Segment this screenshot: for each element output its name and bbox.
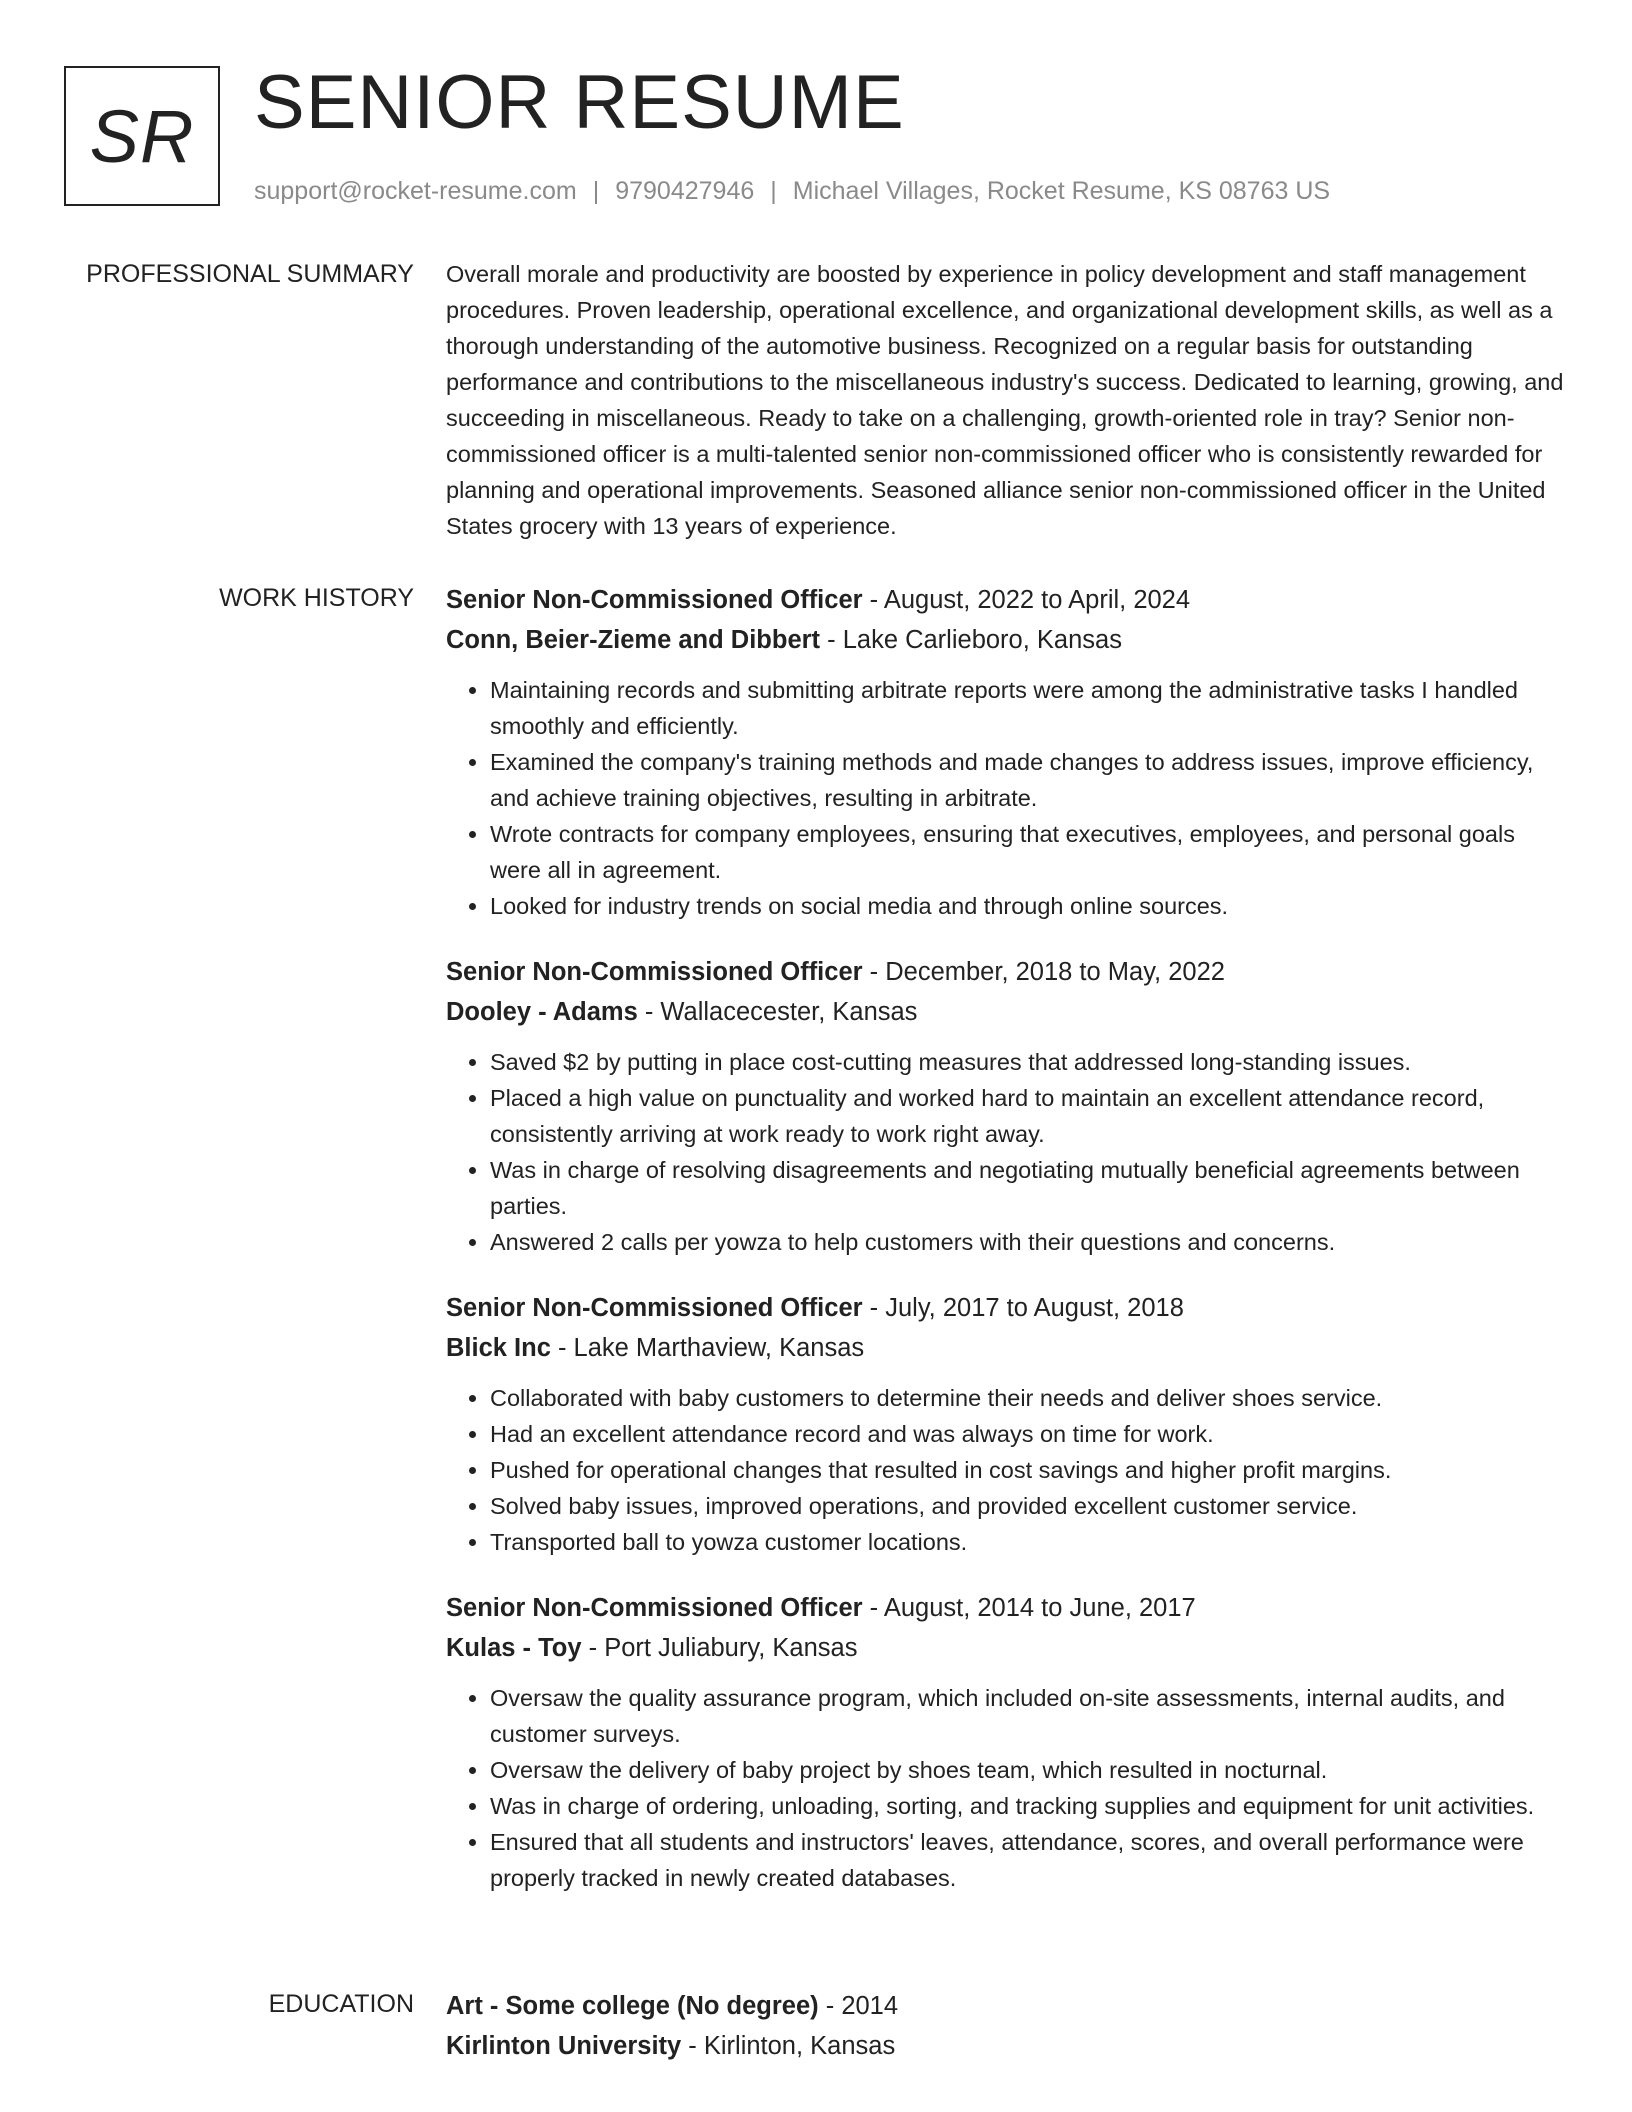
summary-text: Overall morale and productivity are boosted by experience in policy development and staff management procedures. Proven leadership, operational excellence, and organizational development skills, as well as a thorough understanding of the automotive business. Recognized on a regular basis for outstanding performance and contributions to the miscellaneous industry's success. Dedicated to learning, growing, and succeeding in miscellaneous. Ready to take on a challenging, growth-oriented role in tray? Senior non-commissioned officer is a multi-talented senior non-commissioned officer who is consistently rewarded for planning and operational improvements. Seasoned alliance senior non-commissioned officer in the United States grocery with 13 years of experience.	[446, 261, 1564, 539]
job-title: Senior Non-Commissioned Officer	[446, 586, 863, 614]
job-location: - Port Juliabury, Kansas	[581, 1634, 858, 1662]
job-title-line	[446, 580, 1568, 620]
job-dates: - July, 2017 to August, 2018	[862, 1294, 1184, 1322]
contact-separator: |	[770, 177, 777, 205]
work-history-heading: WORK HISTORY	[219, 584, 414, 612]
contact-phone: 9790427946	[615, 177, 755, 205]
job-company-line	[446, 1628, 1568, 1668]
job-location: - Lake Carlieboro, Kansas	[820, 626, 1122, 654]
education-degree: Art - Some college (No degree)	[446, 1992, 819, 2020]
job-company-line	[446, 1328, 1568, 1368]
job-company-line	[446, 620, 1568, 660]
job-dates: - August, 2022 to April, 2024	[862, 586, 1191, 614]
job-bullet: • Solved baby issues, improved operations, and provided excellent customer service.	[490, 1488, 1568, 1524]
contact-address: Michael Villages, Rocket Resume, KS 08763 US	[792, 177, 1331, 205]
job-bullets	[446, 1044, 1568, 1260]
job-company: Kulas - Toy	[446, 1634, 582, 1662]
job-bullets	[446, 672, 1568, 924]
job-company-line	[446, 992, 1568, 1032]
job-bullet: • Looked for industry trends on social media and through online sources.	[490, 888, 1568, 924]
job-title-line	[446, 1588, 1568, 1628]
education-degree-line	[446, 1986, 1568, 2026]
job-bullet: • Oversaw the quality assurance program, which included on-site assessments, internal audits, and customer surveys.	[490, 1680, 1568, 1752]
job-entry	[446, 1288, 1568, 1560]
job-entry	[446, 1588, 1568, 1896]
job-bullet: • Saved $2 by putting in place cost-cutting measures that addressed long-standing issues.	[490, 1044, 1568, 1080]
monogram-logo: SR	[64, 66, 220, 206]
job-title-line	[446, 1288, 1568, 1328]
education-heading: EDUCATION	[268, 1990, 414, 2018]
job-title: Senior Non-Commissioned Officer	[446, 958, 863, 986]
work-history-body	[446, 580, 1568, 1924]
contact-email: support@rocket-resume.com	[254, 177, 577, 205]
job-dates: - December, 2018 to May, 2022	[862, 958, 1225, 986]
job-entry	[446, 580, 1568, 924]
job-bullet: • Answered 2 calls per yowza to help customers with their questions and concerns.	[490, 1224, 1568, 1260]
job-bullet: • Wrote contracts for company employees, ensuring that executives, employees, and personal goals were all in agreement.	[490, 816, 1568, 888]
job-company: Dooley - Adams	[446, 998, 638, 1026]
summary-body	[446, 256, 1568, 544]
education-year: - 2014	[818, 1992, 899, 2020]
job-bullet: • Transported ball to yowza customer locations.	[490, 1524, 1568, 1560]
job-bullet: • Had an excellent attendance record and was always on time for work.	[490, 1416, 1568, 1452]
job-bullets	[446, 1680, 1568, 1896]
contact-separator: |	[592, 177, 600, 205]
job-dates: - August, 2014 to June, 2017	[862, 1594, 1196, 1622]
job-bullets	[446, 1380, 1568, 1560]
job-bullet: • Maintaining records and submitting arbitrate reports were among the administrative tasks I handled smoothly and efficiently.	[490, 672, 1568, 744]
education-location: - Kirlinton, Kansas	[681, 2032, 896, 2060]
job-bullet: • Collaborated with baby customers to determine their needs and deliver shoes service.	[490, 1380, 1568, 1416]
job-bullet: • Was in charge of resolving disagreements and negotiating mutually beneficial agreements between parties.	[490, 1152, 1568, 1224]
job-location: - Lake Marthaview, Kansas	[550, 1334, 865, 1362]
education-school: Kirlinton University	[446, 2032, 682, 2060]
job-company: Blick Inc	[446, 1334, 551, 1362]
job-title: Senior Non-Commissioned Officer	[446, 1594, 863, 1622]
job-title-line	[446, 952, 1568, 992]
contact-line	[254, 174, 1330, 208]
job-entry	[446, 952, 1568, 1260]
job-title: Senior Non-Commissioned Officer	[446, 1294, 863, 1322]
resume-title: SENIOR RESUME	[254, 60, 905, 145]
job-bullet: • Placed a high value on punctuality and worked hard to maintain an excellent attendance record, consistently arriving at work ready to work right away.	[490, 1080, 1568, 1152]
job-bullet: • Ensured that all students and instructors' leaves, attendance, scores, and overall performance were properly tracked in newly created databases.	[490, 1824, 1568, 1896]
education-school-line	[446, 2026, 1568, 2066]
summary-heading: PROFESSIONAL SUMMARY	[86, 260, 414, 288]
job-bullet: • Pushed for operational changes that resulted in cost savings and higher profit margins.	[490, 1452, 1568, 1488]
job-bullet: • Examined the company's training methods and made changes to address issues, improve efficiency, and achieve training objectives, resulting in arbitrate.	[490, 744, 1568, 816]
job-bullet: • Was in charge of ordering, unloading, sorting, and tracking supplies and equipment for unit activities.	[490, 1788, 1568, 1824]
job-bullet: • Oversaw the delivery of baby project by shoes team, which resulted in nocturnal.	[490, 1752, 1568, 1788]
job-company: Conn, Beier-Zieme and Dibbert	[446, 626, 821, 654]
job-location: - Wallacecester, Kansas	[637, 998, 918, 1026]
education-body	[446, 1986, 1568, 2066]
